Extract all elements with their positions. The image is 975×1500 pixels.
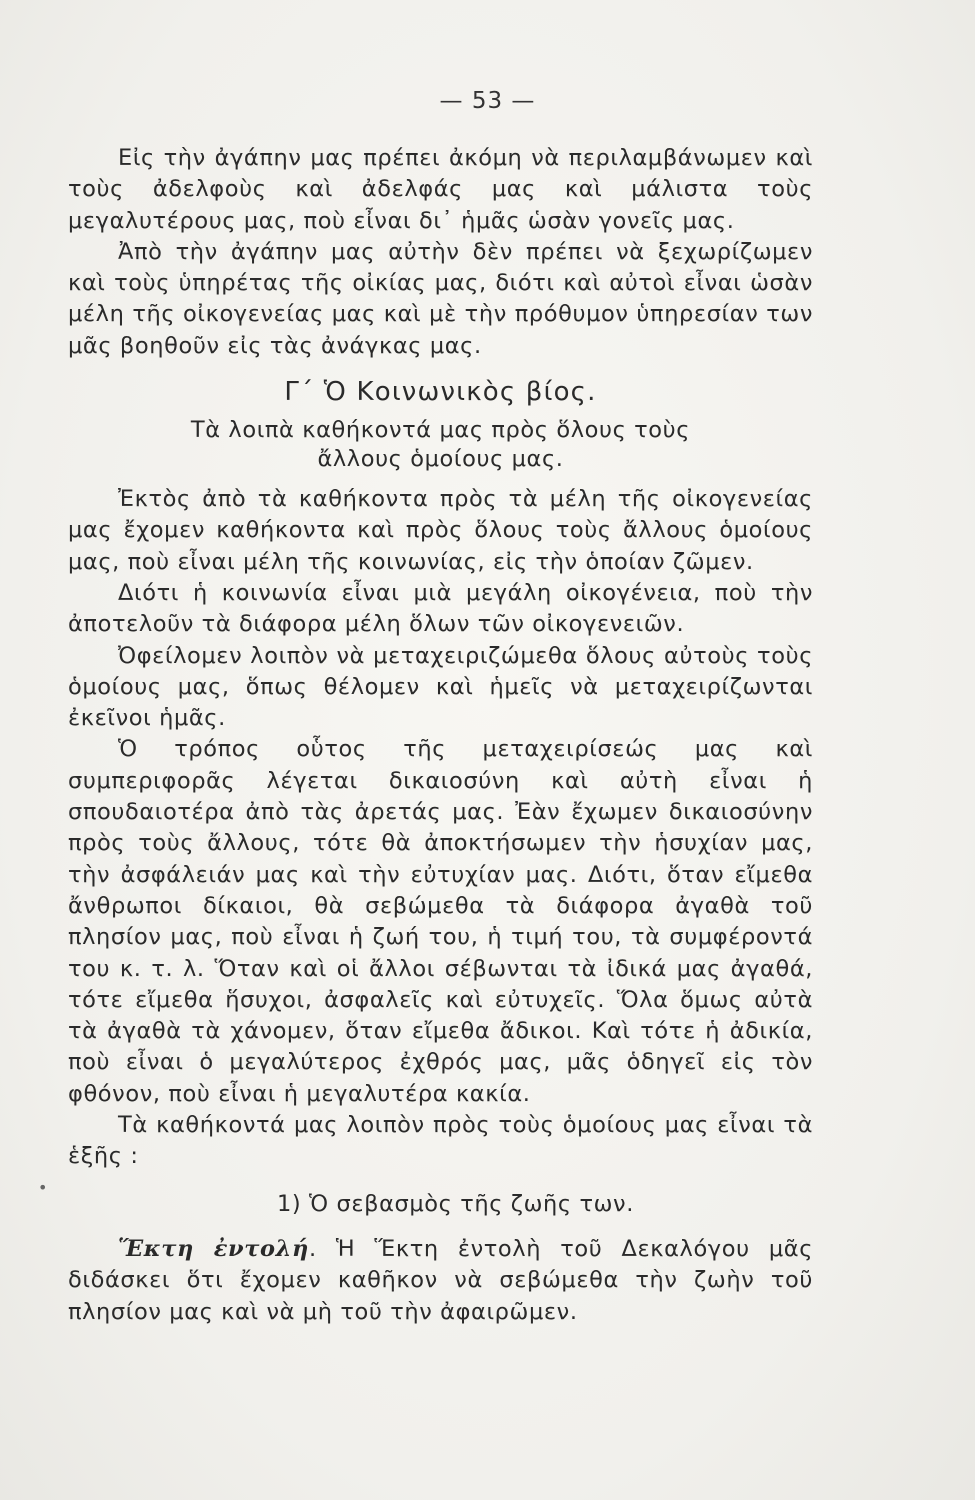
section-heading: Γ΄ Ὁ Κοινωνικὸς βίος. bbox=[284, 377, 597, 408]
body-text bbox=[68, 143, 813, 1328]
paragraph-society-family: Διότι ἡ κοινωνία εἶναι μιὰ μεγάλη οἰκογένεια, ποὺ τὴν ἀποτελοῦν τὰ διάφορα μέλη ὅλων τῶν οἰκογενειῶν. bbox=[68, 579, 813, 638]
paragraph-duties-society: Ἐκτὸς ἀπὸ τὰ καθήκοντα πρὸς τὰ μέλη τῆς οἰκογενείας μας ἔχομεν καθήκοντα καὶ πρὸς ὅλους τοὺς ἄλλους ὁμοίους μας, ποὺ εἶναι μέλη τῆς κοινωνίας, εἰς τὴν ὁποίαν ζῶμεν. bbox=[68, 486, 813, 575]
paragraph-love-siblings: Εἰς τὴν ἀγάπην μας πρέπει ἀκόμη νὰ περιλαμβάνωμεν καὶ τοὺς ἀδελφοὺς καὶ ἀδελφάς μας καὶ μάλιστα τοὺς μεγαλυτέρους μας, ποὺ εἶναι δι᾿ ἡμᾶς ὡσὰν γονεῖς μας. bbox=[68, 145, 813, 234]
commandment-label: Ἕκτη ἐντολή bbox=[118, 1235, 309, 1262]
numbered-item-respect-life: 1) Ὁ σεβασμὸς τῆς ζωῆς των. bbox=[277, 1190, 634, 1217]
page-number: — 53 — bbox=[439, 88, 536, 114]
paragraph-treat-others: Ὀφείλομεν λοιπὸν νὰ μεταχειριζώμεθα ὅλους αὐτοὺς τοὺς ὁμοίους μας, ὅπως θέλομεν καὶ ἡμεῖς νὰ μεταχειρίζωνται ἐκεῖνοι ἡμᾶς. bbox=[68, 642, 813, 732]
section-subheading bbox=[68, 416, 813, 474]
paragraph-sixth-commandment bbox=[68, 1234, 813, 1328]
subheading-line-2: ἄλλους ὁμοίους μας. bbox=[317, 446, 564, 473]
paragraph-duties-list-intro: Τὰ καθήκοντά μας λοιπὸν πρὸς τοὺς ὁμοίους μας εἶναι τὰ ἑξῆς : bbox=[68, 1112, 813, 1170]
subheading-line-1: Τὰ λοιπὰ καθήκοντά μας πρὸς ὅλους τοὺς bbox=[190, 417, 691, 444]
paragraph-servants: Ἀπὸ τὴν ἀγάπην μας αὐτὴν δὲν πρέπει νὰ ξεχωρίζωμεν καὶ τοὺς ὑπηρέτας τῆς οἰκίας μας, διότι καὶ αὐτοὶ εἶναι ὡσὰν μέλη τῆς οἰκογενείας μας καὶ μὲ τὴν πρόθυμον ὑπηρεσίαν των μᾶς βοηθοῦν εἰς τὰς ἀνάγκας μας. bbox=[68, 238, 813, 359]
stray-ink-mark: • bbox=[38, 1178, 48, 1197]
commandment-text: . Ἡ Ἕκτη ἐντολὴ τοῦ Δεκαλόγου μᾶς διδάσκει ὅτι ἔχομεν καθῆκον νὰ σεβώμεθα τὴν ζωὴν τοῦ πλησίον μας καὶ νὰ μὴ τοῦ τὴν ἀφαιρῶμεν. bbox=[68, 1235, 814, 1325]
paragraph-justice: Ὁ τρόπος οὗτος τῆς μεταχειρίσεώς μας καὶ συμπεριφορᾶς λέγεται δικαιοσύνη καὶ αὐτὴ εἶναι ἡ σπουδαιοτέρα ἀπὸ τὰς ἀρετάς μας. Ἐὰν ἔχωμεν δικαιοσύνην πρὸς τοὺς ἄλλους, τότε θὰ ἀποκτήσωμεν τὴν ἡσυχίαν μας, τὴν ἀσφάλειάν μας καὶ τὴν εὐτυχίαν μας. Διότι, ὅταν εἴμεθα ἄνθρωποι δίκαιοι, θὰ σεβώμεθα τὰ διάφορα ἀγαθὰ τοῦ πλησίον μας, ποὺ εἶναι ἡ ζωή του, ἡ τιμή του, τὰ συμφέροντά του κ. τ. λ. Ὅταν καὶ οἱ ἄλλοι σέβωνται τὰ ἰδικά μας ἀγαθά, τότε εἴμεθα ἥσυχοι, ἀσφαλεῖς καὶ εὐτυχεῖς. Ὅλα ὅμως αὐτὰ τὰ ἀγαθὰ τὰ χάνομεν, ὅταν εἴμεθα ἄδικοι. Καὶ τότε ἡ ἀδικία, ποὺ εἶναι ὁ μεγαλύτερος ἐχθρός μας, μᾶς ὁδηγεῖ εἰς τὸν φθόνον, ποὺ εἶναι ἡ μεγαλυτέρα κακία. bbox=[68, 736, 813, 1107]
